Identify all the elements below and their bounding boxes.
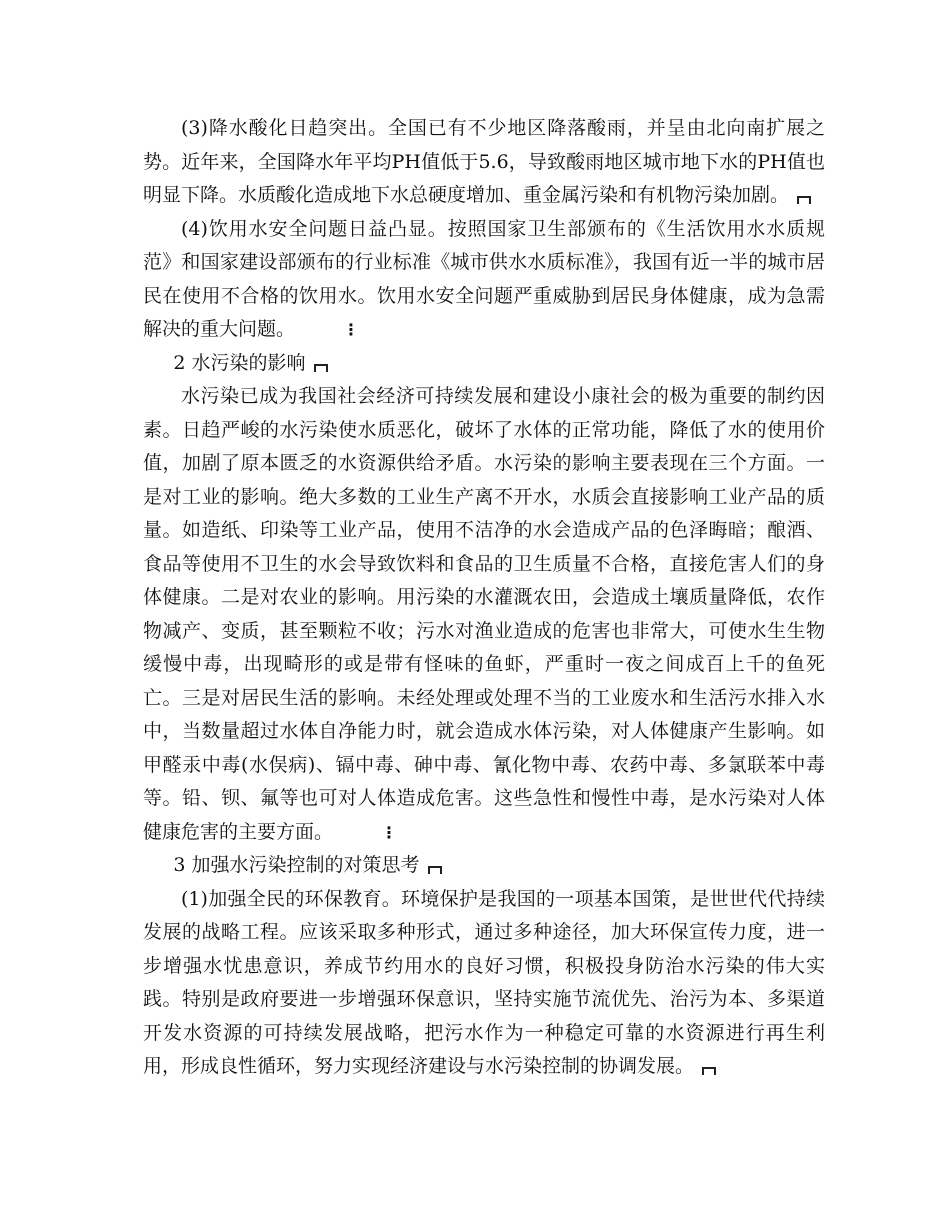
section-heading-3 [143, 849, 825, 883]
paragraph-text: (4)饮用水安全问题日益凸显。按照国家卫生部颁布的《生活饮用水水质规范》和国家建设部颁布的行业标准《城市供水水质标准》，我国有近一半的城市居民在使用不合格的饮用水。饮用水安全问题严重威胁到居民身体健康，成为急需解决的重大问题。 [143, 217, 825, 340]
paragraph-mark-icon [314, 364, 328, 372]
document-page [143, 112, 825, 1084]
paragraph-drinking-water [143, 213, 825, 347]
line-break-mark-icon: ⋮ [381, 822, 398, 842]
paragraph-text: (1)加强全民的环保教育。环境保护是我国的一项基本国策，是世世代代持续发展的战略工程。应该采取多种形式，通过多种途径，加大环保宣传力度，进一步增强水忧患意识，养成节约用水的良好习惯，积极投身防治水污染的伟大实践。特别是政府要进一步增强环保意识，坚持实施节流优先、治污为本、多渠道开发水资源的可持续发展战略，把污水作为一种稳定可靠的水资源进行再生利用，形成良性循环，努力实现经济建设与水污染控制的协调发展。 [143, 887, 825, 1077]
line-break-mark-icon: ⋮ [343, 320, 360, 339]
paragraph-mark-icon [797, 196, 811, 204]
paragraph-text: (3)降水酸化日趋突出。全国已有不少地区降落酸雨，并呈由北向南扩展之势。近年来，全国降水年平均PH值低于5.6，导致酸雨地区城市地下水的PH值也明显下降。水质酸化造成地下水总硬度增加、重金属污染和有机物污染加剧。 [143, 117, 825, 206]
paragraph-mark-icon [702, 1067, 716, 1075]
paragraph-mark-icon [428, 866, 442, 874]
paragraph-pollution-impact [143, 380, 825, 849]
heading-text: 2 水污染的影响 [173, 351, 306, 374]
section-heading-2 [143, 347, 825, 381]
paragraph-environmental-education [143, 883, 825, 1084]
paragraph-acidification [143, 112, 825, 213]
paragraph-text: 水污染已成为我国社会经济可持续发展和建设小康社会的极为重要的制约因素。日趋严峻的水污染使水质恶化，破坏了水体的正常功能，降低了水的使用价值，加剧了原本匮乏的水资源供给矛盾。水污染的影响主要表现在三个方面。一是对工业的影响。绝大多数的工业生产离不开水，水质会直接影响工业产品的质量。如造纸、印染等工业产品，使用不洁净的水会造成产品的色泽晦暗；酿酒、食品等使用不卫生的水会导致饮料和食品的卫生质量不合格，直接危害人们的身体健康。二是对农业的影响。用污染的水灌溉农田，会造成土壤质量降低，农作物减产、变质，甚至颗粒不收；污水对渔业造成的危害也非常大，可使水生生物缓慢中毒，出现畸形的或是带有怪味的鱼虾，严重时一夜之间成百上千的鱼死亡。三是对居民生活的影响。未经处理或处理不当的工业废水和生活污水排入水中，当数量超过水体自净能力时，就会造成水体污染，对人体健康产生影响。如甲醛汞中毒(水俣病)、镉中毒、砷中毒、氰化物中毒、农药中毒、多氯联苯中毒等。铅、钡、氟等也可对人体造成危害。这些急性和慢性中毒，是水污染对人体健康危害的主要方面。 [143, 385, 825, 843]
heading-text: 3 加强水污染控制的对策思考 [173, 854, 420, 876]
